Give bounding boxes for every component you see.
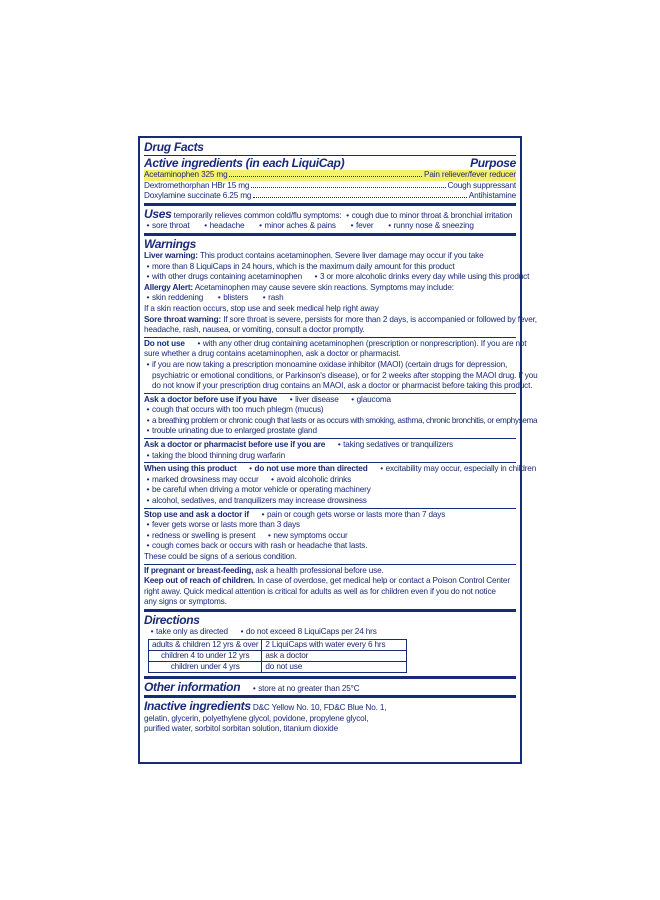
pregnancy-section: If pregnant or breast-feeding, ask a health professional before use. Keep out of reach of children. In case of overdose, get medical help or contact a Poison Control Center right away. Quick medical attention is critical for adults as well as for children even if you do not notice any signs or symptoms. bbox=[144, 564, 516, 609]
when-using-section: When using this product • do not use more than directed • excitability may occur, especially in children • marked drowsiness may occur • avoid alcoholic drinks • be careful when driving a motor vehicle or operating machinery • alcohol, sedatives, and tranquilizers may increase drowsiness bbox=[144, 462, 516, 507]
table-row: adults & children 12 yrs & over 2 LiquiCaps with water every 6 hrs bbox=[149, 639, 407, 650]
uses-section: Uses temporarily relieves common cold/flu symptoms: • cough due to minor throat & bronchial irritation • sore throat • headache • minor aches & pains • fever • runny nose & sneezing bbox=[144, 203, 516, 233]
inactive-ingredients-heading: Inactive ingredients bbox=[144, 699, 251, 714]
uses-heading: Uses bbox=[144, 206, 172, 221]
active-ingredients-section bbox=[144, 155, 516, 203]
purpose-heading: Purpose bbox=[470, 156, 516, 170]
drug-facts-header bbox=[144, 140, 516, 155]
warnings-heading: Warnings bbox=[144, 236, 197, 251]
drug-facts-title: Drug Facts bbox=[144, 140, 204, 154]
table-row: children 4 to under 12 yrs ask a doctor bbox=[149, 650, 407, 661]
ask-doctor-section: Ask a doctor before use if you have • liver disease • glaucoma • cough that occurs with too much phlegm (mucus) • a breathing problem or chronic cough that lasts or as occurs with smoking, asthma, chronic bronchitis, or emphysema • trouble urinating due to enlarged prostate gland bbox=[144, 393, 516, 438]
table-row: children under 4 yrs do not use bbox=[149, 661, 407, 672]
do-not-use-section: Do not use • with any other drug containing acetaminophen (prescription or nonprescription). If you are not sure whether a drug contains acetaminophen, ask a doctor or pharmacist. • if you are now taking a prescription monoamine oxidase inhibitor (MAOI) (certain drugs for depression, psychiatric or emotional conditions, or Parkinson's disease), or for 2 weeks after stopping the MAOI drug. If you do not know if your prescription drug contains an MAOI, ask a doctor or pharmacist before taking this product. bbox=[144, 337, 516, 393]
other-information-heading: Other information bbox=[144, 679, 241, 694]
directions-heading: Directions bbox=[144, 612, 200, 627]
active-ingredients-heading: Active ingredients (in each LiquiCap) bbox=[144, 156, 345, 170]
directions-table bbox=[148, 639, 407, 673]
directions-section: Directions • take only as directed • do not exceed 8 LiquiCaps per 24 hrs adults & children 12 yrs & over 2 LiquiCaps with water every 6 hrs children 4 to under 12 yrs ask a doctor children under 4 yrs do not use bbox=[144, 609, 516, 676]
inactive-ingredients-section: Inactive ingredients D&C Yellow No. 10, FD&C Blue No. 1, gelatin, glycerin, polyethylene glycol, povidone, propylene glycol, purified water, sorbitol sorbitan solution, titanium dioxide bbox=[144, 695, 516, 736]
drug-facts-panel bbox=[138, 136, 538, 764]
active-ingredient-row: Acetaminophen 325 mg Pain reliever/fever reducer bbox=[144, 170, 516, 179]
active-ingredient-row: Dextromethorphan HBr 15 mg Cough suppressant bbox=[144, 180, 516, 190]
warnings-section: Warnings Liver warning: This product contains acetaminophen. Severe liver damage may occur if you take • more than 8 LiquiCaps in 24 hours, which is the maximum daily amount for this product • with other drugs containing acetaminophen • 3 or more alcoholic drinks every day while using this product Allergy Alert: Acetaminophen may cause severe skin reactions. Symptoms may include: • skin reddening • blisters • rash If a skin reaction occurs, stop use and seek medical help right away Sore throat warning: If sore throat is severe, persists for more than 2 days, is accompanied or followed by fever, headache, rash, nausea, or vomiting, consult a doctor promptly. bbox=[144, 233, 516, 337]
active-ingredient-row: Doxylamine succinate 6.25 mg Antihistamine bbox=[144, 191, 516, 201]
other-information-section: Other information • store at no greater than 25°C bbox=[144, 676, 516, 696]
ask-pharmacist-section: Ask a doctor or pharmacist before use if you are • taking sedatives or tranquilizers • taking the blood thinning drug warfarin bbox=[144, 438, 516, 462]
stop-use-section: Stop use and ask a doctor if • pain or cough gets worse or lasts more than 7 days • fever gets worse or lasts more than 3 days • redness or swelling is present • new symptoms occur • cough comes back or occurs with rash or headache that lasts. These could be signs of a serious condition. bbox=[144, 508, 516, 564]
